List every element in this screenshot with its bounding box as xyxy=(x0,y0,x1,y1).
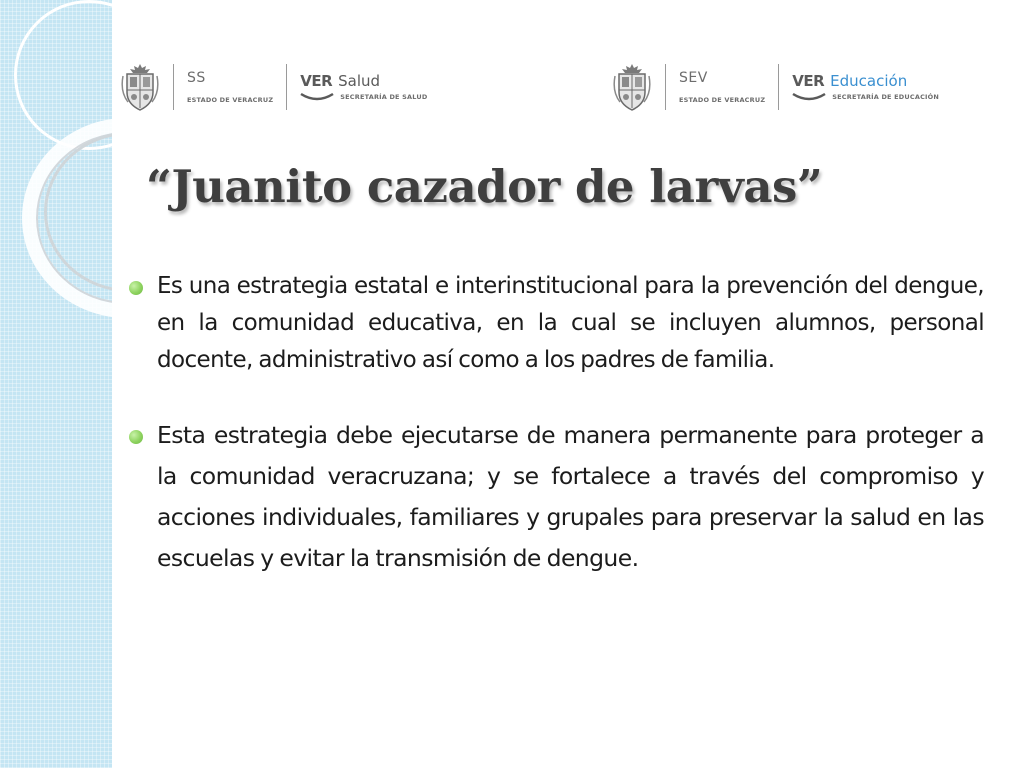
logo-divider xyxy=(286,64,287,110)
bullet-dot-icon xyxy=(129,281,143,295)
bullet-item xyxy=(124,415,984,579)
bullet-dot-icon xyxy=(129,430,143,444)
smile-swoosh-icon xyxy=(300,92,334,102)
bullet-text: Esta estrategia debe ejecutarse de manera permanente para proteger a la comunidad veracruzana; y se fortalece a través del compromiso y acciones individuales, familiares y grupales para preservar la salud en las escuelas y evitar la transmisión de dengue. xyxy=(157,421,984,572)
bullet-text: Es una estrategia estatal e interinstitucional para la prevención del dengue, en la comunidad educativa, en la cual se incluyen alumnos, personal docente, administrativo así como a los padres de familia. xyxy=(157,273,984,373)
header-logos-health xyxy=(120,58,427,116)
bullet-list xyxy=(124,268,984,579)
org-subtitle: ESTADO DE VERACRUZ xyxy=(187,96,274,104)
smile-swoosh-icon xyxy=(792,92,826,102)
org-subtitle: ESTADO DE VERACRUZ xyxy=(679,96,766,104)
brand-word: VER xyxy=(792,72,825,90)
brand-word: VER xyxy=(300,72,333,90)
header-logos-education xyxy=(612,58,939,116)
logo-divider xyxy=(665,64,666,110)
org-abbr: SEV xyxy=(679,70,708,86)
decorative-side-strip xyxy=(0,0,112,768)
brand-subtitle: SECRETARÍA DE SALUD xyxy=(340,93,428,101)
org-abbr: SS xyxy=(187,70,206,86)
brand-ver-salud xyxy=(300,72,427,102)
logo-divider xyxy=(778,64,779,110)
brand-dept: Salud xyxy=(338,72,381,90)
brand-dept: Educación xyxy=(830,72,908,90)
veracruz-coat-of-arms-icon xyxy=(120,62,160,112)
brand-subtitle: SECRETARÍA DE EDUCACIÓN xyxy=(832,93,940,101)
bullet-item xyxy=(124,268,984,379)
org-ss xyxy=(187,70,273,104)
logo-divider xyxy=(173,64,174,110)
veracruz-coat-of-arms-icon xyxy=(612,62,652,112)
org-sev xyxy=(679,70,765,104)
slide-title: “Juanito cazador de larvas” xyxy=(146,160,823,213)
brand-ver-educacion xyxy=(792,72,939,102)
